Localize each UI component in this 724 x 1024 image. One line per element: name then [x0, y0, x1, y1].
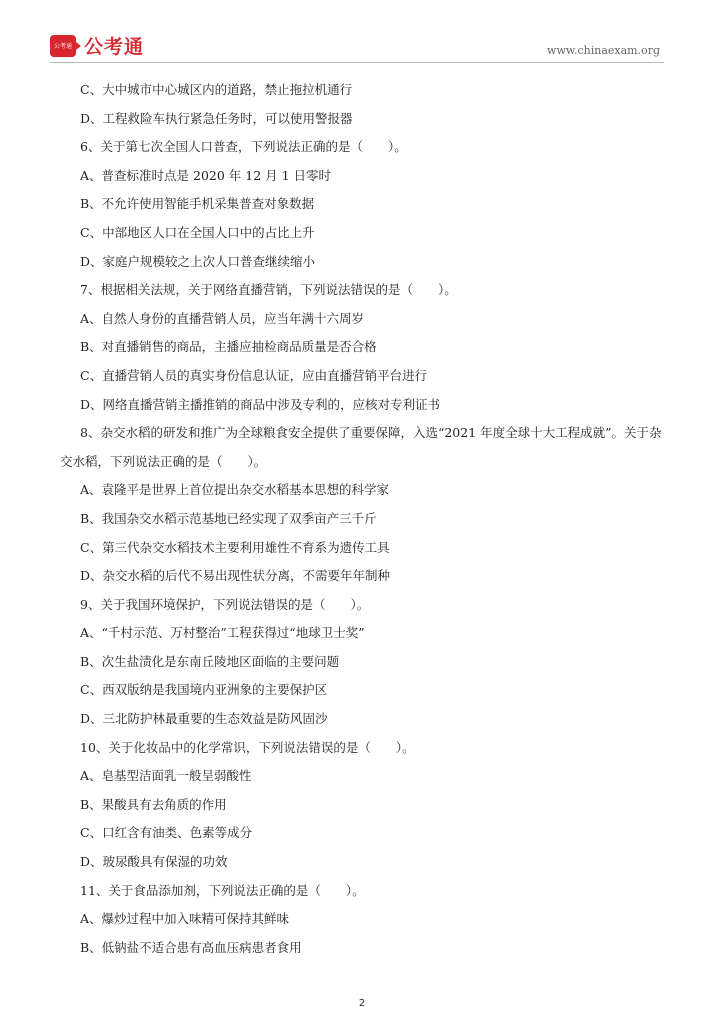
logo-badge-icon: 公考通	[50, 35, 76, 57]
answer-option: D、工程救险车执行紧急任务时，可以使用警报器	[80, 110, 353, 126]
page-number: 2	[358, 998, 366, 1009]
page-header	[0, 0, 724, 62]
answer-option: C、第三代杂交水稻技术主要利用雄性不育系为遗传工具	[80, 539, 390, 555]
answer-option: A、自然人身份的直播营销人员，应当年满十六周岁	[80, 310, 365, 326]
answer-option: D、玻尿酸具有保湿的功效	[80, 854, 228, 870]
document-body	[60, 76, 664, 962]
answer-option: D、三北防护林最重要的生态效益是防风固沙	[80, 711, 328, 727]
answer-option: A、“千村示范、万村整治”工程获得过“地球卫士奖”	[80, 625, 365, 641]
question-text: 11、关于食品添加剂，下列说法正确的是（ ）。	[80, 882, 365, 898]
question-text: 8、杂交水稻的研发和推广为全球粮食安全提供了重要保障，入选“2021 年度全球十大工程成就”。关于杂交水稻，下列说法正确的是（ ）。	[60, 425, 662, 469]
answer-option: A、袁隆平是世界上首位提出杂交水稻基本思想的科学家	[80, 482, 390, 498]
logo-text: 公考通	[84, 36, 145, 58]
answer-option: B、低钠盐不适合患有高血压病患者食用	[80, 939, 302, 955]
answer-option: B、次生盐渍化是东南丘陵地区面临的主要问题	[80, 653, 340, 669]
answer-option: A、爆炒过程中加入味精可保持其鲜味	[80, 911, 290, 927]
answer-option: C、西双版纳是我国境内亚洲象的主要保护区	[80, 682, 328, 698]
answer-option: A、皂基型洁面乳一般呈弱酸性	[80, 768, 252, 784]
answer-option: B、不允许使用智能手机采集普查对象数据	[80, 196, 315, 212]
question-text: 7、根据相关法规，关于网络直播营销，下列说法错误的是（ ）。	[80, 282, 457, 298]
answer-option: B、对直播销售的商品，主播应抽检商品质量是否合格	[80, 339, 377, 355]
question-text: 9、关于我国环境保护，下列说法错误的是（ ）。	[80, 596, 370, 612]
answer-option: B、果酸具有去角质的作用	[80, 796, 227, 812]
answer-option: D、杂交水稻的后代不易出现性状分离，不需要年年制种	[80, 568, 391, 584]
answer-option: A、普查标准时点是 2020 年 12 月 1 日零时	[80, 167, 332, 183]
question-text: 6、关于第七次全国人口普查，下列说法正确的是（ ）。	[80, 139, 407, 155]
answer-option: D、家庭户规模较之上次人口普查继续缩小	[80, 253, 316, 269]
site-url: www.chinaexam.org	[547, 44, 660, 57]
question-text: 10、关于化妆品中的化学常识，下列说法错误的是（ ）。	[80, 739, 415, 755]
answer-option: C、直播营销人员的真实身份信息认证，应由直播营销平台进行	[80, 367, 428, 383]
answer-option: B、我国杂交水稻示范基地已经实现了双季亩产三千斤	[80, 510, 377, 526]
answer-option: C、大中城市中心城区内的道路，禁止拖拉机通行	[80, 82, 353, 97]
answer-option: D、网络直播营销主播推销的商品中涉及专利的，应核对专利证书	[80, 396, 441, 412]
answer-option: C、中部地区人口在全国人口中的占比上升	[80, 224, 315, 240]
logo[interactable]	[50, 32, 144, 59]
header-divider	[50, 62, 664, 63]
answer-option: C、口红含有油类、色素等成分	[80, 825, 253, 841]
